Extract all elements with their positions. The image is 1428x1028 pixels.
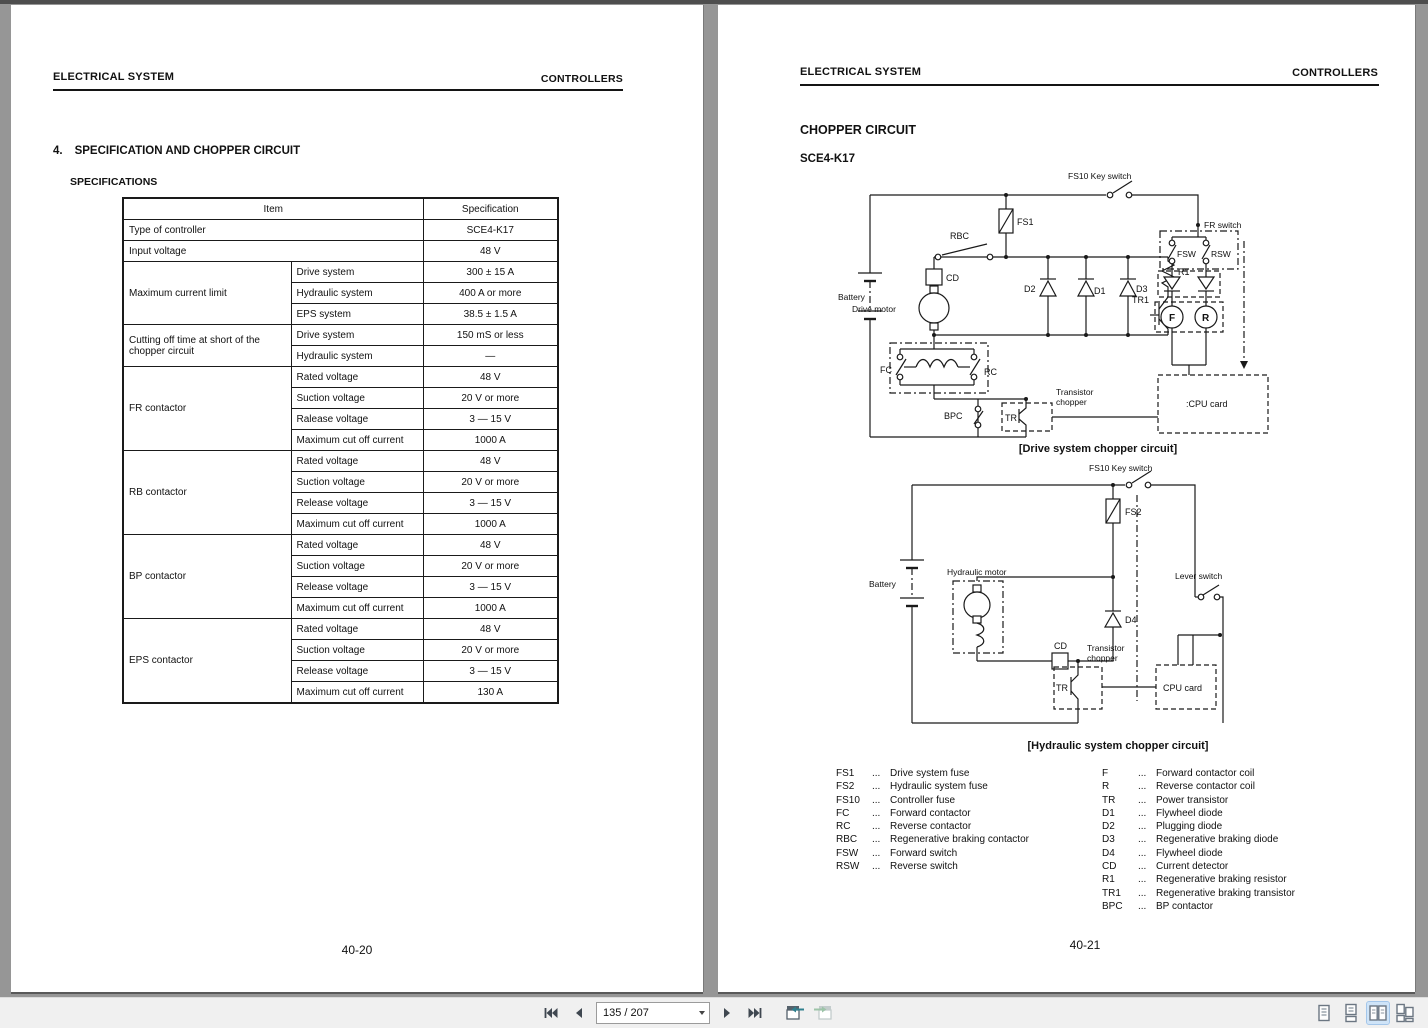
two-page-view-button[interactable] [1367,1002,1389,1024]
legend-dots: ... [1138,794,1147,806]
legend-item [836,807,1096,820]
page-number: 40-20 [341,943,373,957]
two-page-continuous-view-button[interactable] [1394,1002,1416,1024]
cd-label: CD [1054,641,1067,651]
sub-item-cell: Maximum cut off current [291,430,423,451]
tr-label: TR [1056,683,1068,693]
battery-label: Battery [869,579,896,589]
legend-item [1102,780,1392,793]
legend-desc: Reverse contactor coil [1156,781,1255,793]
spec-cell: — [423,346,558,367]
spec-cell: 400 A or more [423,283,558,304]
spec-cell: 3 — 15 V [423,409,558,430]
spec-cell: 38.5 ± 1.5 A [423,304,558,325]
page-number: 40-21 [1069,938,1101,952]
spec-cell: 48 V [423,367,558,388]
two-page-view-icon [1368,1003,1388,1023]
sub-item-cell: Drive system [291,262,423,283]
legend-column-right [1102,767,1392,913]
r1-label: R1 [1178,267,1190,277]
next-page-icon [719,1005,735,1021]
page-navigation-group [540,998,834,1028]
spec-cell: 150 mS or less [423,325,558,346]
d2-label: D2 [1024,284,1036,294]
legend-dots: ... [872,807,881,819]
sub-item-cell: Suction voltage [291,640,423,661]
legend-item [836,780,1096,793]
sub-item-cell: Release voltage [291,493,423,514]
fs10-label: FS10 Key switch [1068,171,1132,181]
legend-desc: Plugging diode [1156,821,1223,833]
sub-item-cell: Maximum cut off current [291,682,423,704]
legend-code: RC [836,821,851,833]
transistor-chopper-label-1: Transistor [1087,643,1125,653]
header-rule [800,84,1379,86]
sub-item-cell: Suction voltage [291,388,423,409]
legend-code: FS1 [836,768,855,779]
group-cell: EPS contactor [123,619,291,704]
table-row [123,535,558,556]
transistor-chopper-label-2: chopper [1087,653,1118,663]
legend-desc: Regenerative braking transistor [1156,887,1295,899]
rsw-label: RSW [1211,249,1231,259]
spec-cell: 20 V or more [423,472,558,493]
previous-page-button[interactable] [568,1002,590,1024]
legend-dots: ... [872,861,881,873]
legend-item [1102,833,1392,846]
sub-item-cell: EPS system [291,304,423,325]
cpu-card-label: :CPU card [1186,399,1228,409]
legend-code: FS2 [836,781,855,793]
spec-cell: SCE4-K17 [423,220,558,241]
running-header-right: CONTROLLERS [1292,67,1378,79]
spec-cell: 130 A [423,682,558,704]
legend-desc: Forward switch [890,847,958,859]
tr-label: TR [1005,413,1017,423]
legend-code: TR [1102,794,1116,806]
first-page-icon [543,1005,559,1021]
document-page-right [718,5,1415,992]
group-cell: Cutting off time at short of the chopper circuit [123,325,291,367]
sub-item-cell: Ralease voltage [291,409,423,430]
table-row [123,262,558,283]
legend-code: R [1102,781,1110,793]
legend-desc: Power transistor [1156,794,1229,806]
sub-item-cell: Suction voltage [291,556,423,577]
chapter-title: CHOPPER CIRCUIT [800,123,916,137]
running-header-right: CONTROLLERS [540,73,623,85]
section-number: 4. [53,145,63,157]
legend-dots: ... [1138,768,1147,779]
continuous-view-button[interactable] [1340,1002,1362,1024]
group-cell: BP contactor [123,535,291,619]
legend-item [836,860,1096,873]
legend-code: D1 [1102,807,1115,819]
sub-item-cell: Release voltage [291,661,423,682]
legend-item [836,833,1096,846]
drive-chopper-circuit-diagram [838,165,1398,450]
legend-item [836,794,1096,807]
sub-item-cell: Rated voltage [291,535,423,556]
legend-code: BPC [1102,900,1123,912]
legend-dots: ... [1138,861,1147,873]
group-cell: Maximum current limit [123,262,291,325]
legend-desc: Regenerative braking diode [1156,834,1279,846]
sub-item-cell: Hydraulic system [291,283,423,304]
spec-cell: 20 V or more [423,388,558,409]
fs10-label: FS10 Key switch [1089,465,1153,473]
combobox-dropdown-button[interactable] [695,1011,709,1015]
legend-dots: ... [872,834,881,846]
legend-item [836,767,1096,780]
table-row [123,325,558,346]
sub-item-cell: Rated voltage [291,451,423,472]
single-page-view-button[interactable] [1313,1002,1335,1024]
drive-motor-label: Drive motor [852,304,896,314]
legend-item [1102,820,1392,833]
legend-code: D2 [1102,821,1115,833]
legend-column-left [836,767,1096,873]
legend-dots: ... [872,768,881,779]
column-header-item: Item [123,198,423,220]
r-coil-label: R [1202,313,1210,324]
running-header-left: ELECTRICAL SYSTEM [53,71,175,83]
legend-code: CD [1102,861,1117,873]
specifications-table [122,197,559,704]
spec-cell: 20 V or more [423,640,558,661]
next-view-icon [812,1004,834,1022]
fr-switch-label: FR switch [1204,220,1242,230]
legend-dots: ... [1138,887,1147,899]
fsw-label: FSW [1177,249,1196,259]
legend-desc: Forward contactor [890,807,971,819]
spec-cell: 48 V [423,535,558,556]
cd-label: CD [946,273,959,283]
legend-desc: Controller fuse [890,794,956,806]
legend-code: F [1102,768,1109,779]
page-number-combobox[interactable] [596,1002,710,1024]
sub-item-cell: Release voltage [291,577,423,598]
legend-dots: ... [872,794,881,806]
hydraulic-chopper-circuit-diagram [855,465,1415,745]
page-number-value: 135 / 207 [603,1007,649,1019]
legend-code: D4 [1102,847,1115,859]
legend-desc: Regenerative braking resistor [1156,874,1287,886]
sub-item-cell: Maximum cut off current [291,598,423,619]
legend-code: FSW [836,847,859,859]
page-layout-group [1313,998,1416,1028]
rbc-label: RBC [950,231,970,241]
spec-cell: 3 — 15 V [423,661,558,682]
legend-dots: ... [1138,807,1147,819]
spec-cell: 3 — 15 V [423,493,558,514]
chevron-down-icon [699,1011,705,1015]
hydraulic-motor-label: Hydraulic motor [947,567,1007,577]
column-header-spec: Specification [423,198,558,220]
sub-item-cell: Hydraulic system [291,346,423,367]
transistor-chopper-label-2: chopper [1056,397,1087,407]
legend-item [1102,767,1392,780]
legend-desc: BP contactor [1156,900,1214,912]
d4-label: D4 [1125,615,1137,625]
viewer-toolbar [0,997,1428,1028]
sub-item-cell: Rated voltage [291,367,423,388]
legend-desc: Drive system fuse [890,768,970,779]
sub-item-cell: Maximum cut off current [291,514,423,535]
legend-code: RSW [836,861,860,873]
d1-label: D1 [1094,286,1106,296]
spec-cell: 20 V or more [423,556,558,577]
legend-dots: ... [1138,781,1147,793]
previous-view-button[interactable] [784,1002,806,1024]
legend-code: TR1 [1102,887,1121,899]
battery-label: Battery [838,292,865,302]
legend-dots: ... [872,781,881,793]
single-page-view-icon [1314,1003,1334,1023]
legend-desc: Reverse contactor [890,821,972,833]
running-header-left: ELECTRICAL SYSTEM [800,66,922,78]
window-top-edge [0,0,1428,4]
legend-code: RBC [836,834,858,846]
rc-label: RC [984,367,997,377]
last-page-icon [747,1005,763,1021]
previous-page-icon [571,1005,587,1021]
legend-desc: Reverse switch [890,861,958,873]
tr1-label: TR1 [1132,295,1150,305]
fs1-label: FS1 [1017,217,1034,227]
lever-switch-label: Lever switch [1175,571,1223,581]
legend-dots: ... [1138,900,1147,912]
legend-desc: Flywheel diode [1156,807,1223,819]
legend-code: FC [836,807,850,819]
table-row [123,451,558,472]
table-row [123,241,558,262]
spec-cell: 1000 A [423,514,558,535]
last-page-button[interactable] [744,1002,766,1024]
legend-item [1102,900,1392,913]
f-coil-label: F [1169,313,1176,324]
fs2-label: FS2 [1125,507,1142,517]
legend-dots: ... [872,847,881,859]
section-title [53,145,300,157]
header-rule [53,89,623,91]
legend-dots: ... [872,821,881,833]
group-cell: FR contactor [123,367,291,451]
legend-desc: Forward contactor coil [1156,768,1255,779]
legend-desc: Hydraulic system fuse [890,781,988,793]
legend-desc: Current detector [1156,861,1229,873]
legend-desc: Regenerative braking contactor [890,834,1029,846]
two-page-continuous-view-icon [1395,1003,1415,1023]
spec-cell: 1000 A [423,430,558,451]
spec-cell: 3 — 15 V [423,577,558,598]
fc-label: FC [880,365,892,375]
previous-view-icon [784,1004,806,1022]
legend-item [1102,794,1392,807]
legend-code: R1 [1102,874,1115,886]
group-cell: RB contactor [123,451,291,535]
legend-dots: ... [1138,821,1147,833]
legend-desc: Flywheel diode [1156,847,1223,859]
next-page-button[interactable] [716,1002,738,1024]
spec-cell: 300 ± 15 A [423,262,558,283]
d3-label: D3 [1136,284,1148,294]
spec-cell: 1000 A [423,598,558,619]
drive-circuit-caption: [Drive system chopper circuit] [1018,443,1178,455]
next-view-button[interactable] [812,1002,834,1024]
table-row [123,619,558,640]
sub-item-cell: Drive system [291,325,423,346]
model-subtitle: SCE4-K17 [800,153,855,165]
transistor-chopper-label-1: Transistor [1056,387,1094,397]
continuous-view-icon [1341,1003,1361,1023]
sub-item-cell: Suction voltage [291,472,423,493]
legend-dots: ... [1138,834,1147,846]
legend-item [1102,887,1392,900]
legend-item [1102,873,1392,886]
spec-cell: 48 V [423,451,558,472]
sub-item-cell: Rated voltage [291,619,423,640]
subsection-title: SPECIFICATIONS [70,176,158,188]
legend-item [836,820,1096,833]
spec-cell: 48 V [423,241,558,262]
bpc-label: BPC [944,411,963,421]
legend-code: D3 [1102,834,1115,846]
legend-dots: ... [1138,847,1147,859]
document-page-left [11,5,703,992]
legend-item [836,847,1096,860]
legend-item [1102,860,1392,873]
section-title-text: SPECIFICATION AND CHOPPER CIRCUIT [74,145,301,157]
table-header-row [123,198,558,220]
table-row [123,367,558,388]
legend-item [1102,847,1392,860]
hydraulic-circuit-caption: [Hydraulic system chopper circuit] [1027,740,1209,752]
first-page-button[interactable] [540,1002,562,1024]
legend-item [1102,807,1392,820]
legend-code: FS10 [836,794,860,806]
item-cell: Type of controller [123,220,423,241]
item-cell: Input voltage [123,241,423,262]
cpu-card-label: CPU card [1163,683,1203,693]
spec-cell: 48 V [423,619,558,640]
table-row [123,220,558,241]
legend-dots: ... [1138,874,1147,886]
